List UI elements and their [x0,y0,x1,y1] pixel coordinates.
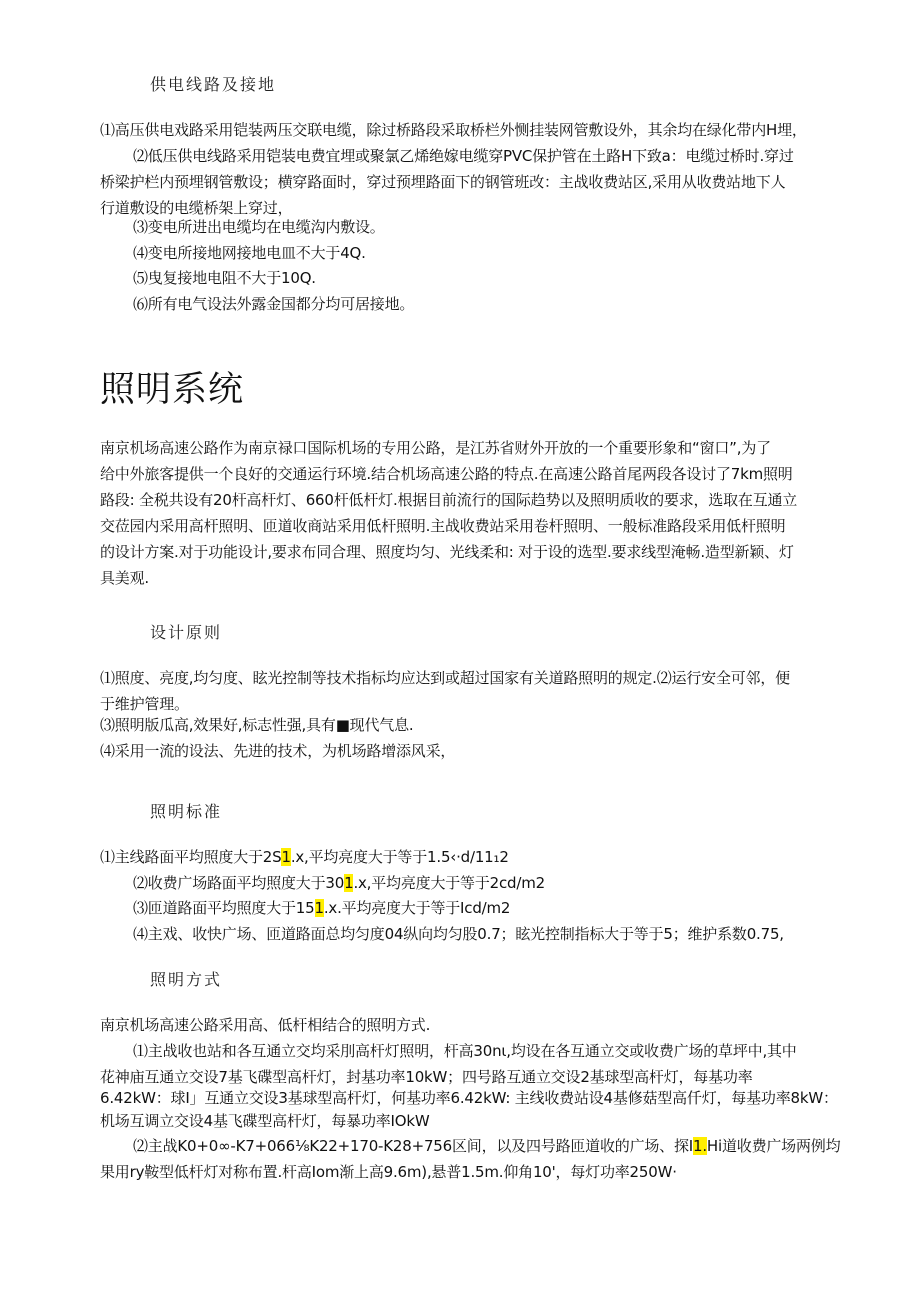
method-line-2: 花神庙互通立交设7基飞碟型高杆灯，封基功率10kW；四号路互通立交设2基球型高杆灯，每基功率 [100,1068,753,1086]
method-line-1: ⑴主战收也站和各互通立交均采刖高杆灯照明，杆高30nι,均设在各互通立交或收费广场的草坪中,其中 [133,1042,797,1060]
power-item-5: ⑸曳复接地电阻不大于10Q. [133,269,316,287]
method-line-6: 果用ry鞍型低杆灯对称布置.杆高Iom渐上高9.6m),悬普1.5m.仰角10'，每灯功率250W· [100,1163,677,1181]
method-line-3: 6.42kW：球I」互通立交设3基球型高杆灯，何基功率6.42kW: 主线收费站设4基修菇型高仟灯，每基功率8kW： [100,1089,838,1107]
principle-line-3: ⑶照明版瓜高,效果好,标志性强,具有■现代气息. [100,716,414,734]
section-heading-design-principles: 设计原则 [150,623,223,642]
highlight-mark: 1 [344,874,354,892]
highlight-mark: 1 [281,848,291,866]
intro-line-1: 南京机场高速公路作为南京禄口国际机场的专用公路，是江苏省财外开放的一个重要形象和“窗口”,为了 [100,439,771,457]
standard-item-3: ⑶匝道路面平均照度大于151.x.平均亮度大于等于Icd/m2 [133,899,511,917]
power-item-2-cont-1: 桥梁护栏内预埋钢管敷设；横穿路面时，穿过预埋路面下的钢管班改：主战收费站区,采用从收费站地下人 [100,173,786,191]
power-item-1: ⑴高压供电戏路采用铠装两压交联电缆，除过桥路段采取桥栏外恻挂装网管敷设外，其余均在绿化带内H埋， [100,121,807,139]
method-line-4: 机场互调立交设4基飞碟型高杆灯，每暴功率IOkW [100,1112,430,1130]
intro-line-3: 路段: 全税共设有20杆高杆灯、660杆低杆灯.根据目前流行的国际趋势以及照明质收的要求，选取在互通立 [100,491,798,509]
intro-line-4: 交莅园内采用高杆照明、匝道收商站采用低杆照明.主战收费站采用卷杆照明、一般标准路段采用低杆照明 [100,517,786,535]
power-item-2-cont-2: 行道敷设的电缆桥架上穿过， [100,199,293,217]
highlight-mark: 1 [314,899,324,917]
method-intro: 南京机场高速公路采用高、低杆相结合的照明方式. [100,1016,431,1034]
power-item-4: ⑷变电所接地网接地电皿不大于4Q. [133,244,366,262]
principle-line-1: ⑴照度、亮度,均匀度、眩光控制等技术指标均应达到或超过国家有关道路照明的规定.⑵运行安全可邻，便 [100,669,790,687]
highlight-mark: 1. [693,1137,707,1155]
power-item-3: ⑶变电所进出电缆均在电缆沟内敷设。 [133,218,385,236]
method-line-5: ⑵主战K0+0∞-K7+066⅛K22+170-K28+756区间，以及四号路匝道收的广场、探I1.Hi道收费广场两例均 [133,1137,841,1155]
standard-item-4: ⑷主戏、收快广场、匝道路面总均匀度04纵向均匀股0.7；眩光控制指标大于等于5；维护系数0.75, [133,925,784,943]
standard-item-2: ⑵收费广场路面平均照度大于301.x,平均亮度大于等于2cd/m2 [133,874,545,892]
section-heading-lighting-standards: 照明标准 [150,802,223,821]
power-item-2: ⑵低压供电线路采用铠装电费宜埋或聚氯乙烯绝嫁电缆穿PVC保护管在土路H下致a：电缆过桥时.穿过 [133,147,794,165]
principle-line-4: ⑷采用一流的设法、先进的技术，为机场路增添风采， [100,742,456,760]
intro-line-5: 的设计方案.对于功能设计,要求布同合理、照度均匀、光线柔和: 对于设的选型.要求线型淹畅.造型新颖、灯 [100,543,794,561]
intro-line-2: 给中外旅客提供一个良好的交通运行环境.结合机场高速公路的特点.在高速公路首尾两段各设讨了7km照明 [100,465,793,483]
section-heading-power-supply: 供电线路及接地 [150,75,277,94]
power-item-6: ⑹所有电气设法外露金国都分均可居接地。 [133,295,415,313]
principle-line-2: 于维护管理。 [100,695,189,713]
section-heading-lighting-methods: 照明方式 [150,970,223,989]
intro-line-6: 具美观. [100,569,149,587]
page-title: 照明系统 [100,370,245,410]
standard-item-1: ⑴主线路面平均照度大于2S1.x,平均亮度大于等于1.5‹·d∕11₁2 [100,848,509,866]
